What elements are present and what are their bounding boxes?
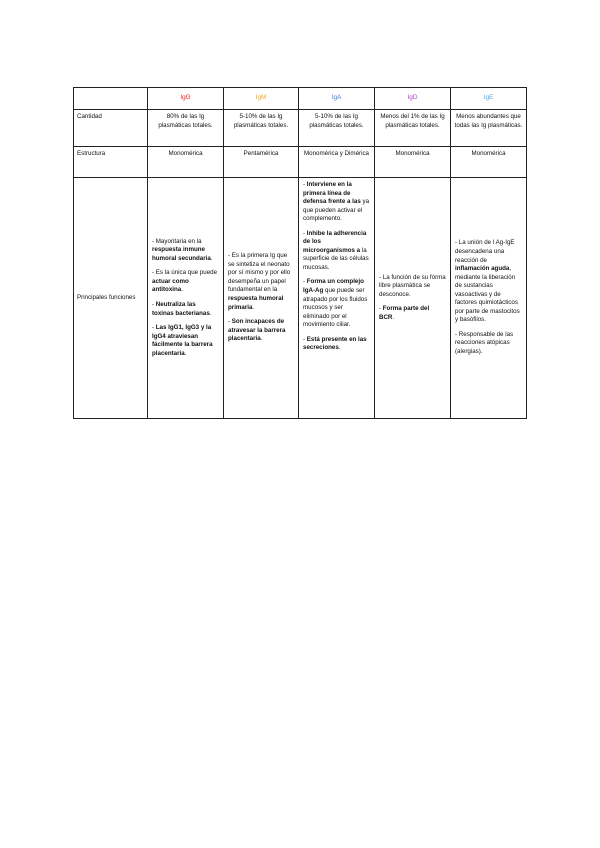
function-item-text: ya que pueden activar el complemento. (303, 198, 370, 223)
row-label-estructura: Estructura (74, 147, 148, 178)
function-item-text: . (209, 309, 212, 317)
function-item-text: - Es la primera Ig que se sintetiza el neonato por sí mismo y por ello desempeña un papel fundamental en la (228, 252, 291, 294)
function-item-emphasis: Está presente en las secreciones (303, 335, 367, 352)
cell-estructura-igm: Pentamérica (224, 147, 299, 178)
cell-cantidad-ige: Menos abundantes que todas las Ig plasmáticas. (451, 110, 527, 147)
function-item (303, 230, 370, 273)
cell-estructura-ige: Monomérica (451, 147, 527, 178)
function-item-emphasis: Inhibe la adherencia de los microorganismos a (303, 229, 367, 254)
function-item-emphasis: Son incapaces de atravesar la barrera placentaria (228, 318, 286, 343)
function-item (303, 336, 370, 353)
header-igd (375, 88, 451, 110)
row-label-funciones: Principales funciones (74, 178, 148, 419)
cell-funciones-igm (224, 178, 299, 419)
immunoglobulin-table (73, 87, 527, 419)
cell-funciones-igd (375, 178, 451, 419)
header-igm-label: IgM (255, 94, 267, 102)
function-item (379, 274, 446, 300)
function-item-text: . (252, 303, 255, 311)
function-item (379, 305, 446, 322)
function-item (228, 252, 294, 312)
function-item-text: - La unión de l Ag-IgE desencadena una reacción de (455, 239, 515, 264)
header-iga (299, 88, 375, 110)
function-item (303, 278, 370, 329)
cell-funciones-iga (299, 178, 375, 419)
function-item-text: , mediante la liberación de sustancias vasoactivas y de factores quimiotácticos por parte de mastocitos y basófilos. (455, 265, 520, 324)
function-item-text: - (228, 318, 232, 326)
cell-cantidad-igg: 80% de las Ig plasmáticas totales. (148, 110, 224, 147)
function-item-emphasis: Interviene en la primera línea de defensa frente a las (303, 181, 361, 206)
function-item-text: - (303, 278, 307, 286)
header-iga-label: IgA (331, 94, 342, 102)
function-item (455, 331, 522, 357)
function-item-emphasis: Neutraliza las toxinas bacterianas (152, 301, 210, 317)
function-item-text: - La función de su forma libre plasmática se desconoce. (379, 273, 446, 298)
cell-cantidad-iga: 5-10% de las Ig plasmáticas totales. (299, 110, 375, 147)
function-item-emphasis: inflamación aguda (455, 265, 510, 273)
function-item (228, 318, 294, 344)
function-item-text: - (379, 305, 383, 313)
function-item-text: . (181, 286, 183, 294)
function-item (152, 324, 219, 358)
header-igg-label: IgG (180, 94, 191, 102)
function-item-emphasis: Forma un complejo IgA-Ag (303, 278, 364, 295)
cell-cantidad-igd: Menos del 1% de las Ig plasmáticas totales. (375, 110, 451, 147)
function-item-text: - (303, 181, 307, 188)
cell-estructura-igd: Monomérica (375, 147, 451, 178)
cell-funciones-ige (451, 178, 527, 419)
cell-estructura-igg: Monomérica (148, 147, 224, 178)
function-item-emphasis: Forma parte del BCR (379, 305, 430, 321)
header-ige (451, 88, 527, 110)
function-item (152, 269, 219, 295)
header-row (74, 88, 527, 110)
function-item-emphasis: Las IgG1, IgG3 y la IgG4 atraviesan fácilmente la barrera placentaria (152, 324, 213, 357)
function-item-text: . (338, 344, 341, 352)
row-funciones (74, 178, 527, 419)
row-label-cantidad: Cantidad (74, 110, 148, 147)
function-item (152, 238, 219, 264)
cell-funciones-igg (148, 178, 224, 419)
function-item-text: - Responsable de las reacciones atópicas (alergias). (455, 330, 514, 355)
function-item-text: - (152, 324, 156, 332)
function-item-text: - (303, 335, 307, 343)
row-estructura (74, 147, 527, 178)
function-item-text: - (152, 301, 156, 308)
row-cantidad (74, 110, 527, 147)
function-item-emphasis: respuesta humoral primaria (228, 295, 284, 311)
function-item-text: - Es la única que puede (152, 269, 218, 277)
function-item-text: . (184, 349, 187, 357)
header-empty-cell (74, 88, 148, 110)
function-item-text: . (260, 335, 263, 343)
function-item-text: - Mayoritaria en la (152, 237, 202, 245)
function-item (303, 181, 370, 224)
cell-cantidad-igm: 5-10% de las Ig plasmáticas totales. (224, 110, 299, 147)
function-item (152, 301, 219, 318)
header-igm (224, 88, 299, 110)
function-item (455, 239, 522, 324)
cell-estructura-iga: Monomérica y Dimérica (299, 147, 375, 178)
header-ige-label: IgE (483, 94, 494, 102)
function-item-emphasis: respuesta inmune humoral secundaria (152, 246, 211, 262)
function-item-emphasis: actuar como antitoxina (152, 277, 189, 294)
function-item-text: que puede ser atrapado por los fluidos mucosos y ser eliminado por el movimiento ciliar. (303, 287, 368, 329)
header-igd-label: IgD (407, 94, 418, 102)
function-item-text: . (210, 254, 213, 262)
header-igg (148, 88, 224, 110)
function-item-text: . (392, 313, 395, 321)
function-item-text: la superficie de las células mucosas. (303, 246, 369, 271)
function-item-text: - (303, 229, 307, 237)
